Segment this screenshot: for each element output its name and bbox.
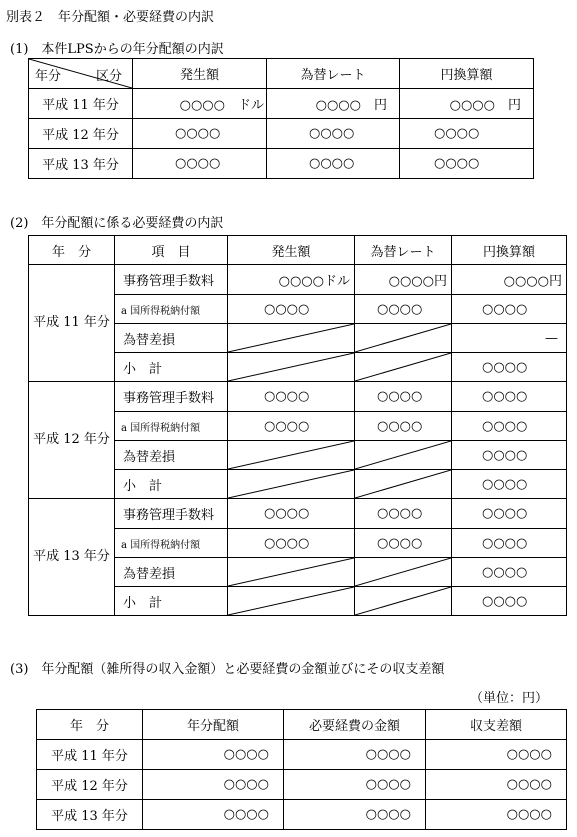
s1-cell: ○○○○ [400, 149, 534, 179]
s3-row-year: 平成 13 年分 [37, 800, 143, 830]
s2-cell: — [452, 324, 567, 353]
s2-item: a 国所得税納付額 [115, 412, 228, 441]
s3-cell: ○○○○ [143, 800, 284, 830]
s2-item: 為替差損 [115, 324, 228, 353]
s2-cell: ○○○○ [228, 499, 355, 529]
s2-item: 事務管理手数料 [115, 382, 228, 412]
s2-group-year: 平成 12 年分 [29, 382, 115, 499]
s2-empty-cell [355, 324, 452, 353]
s1-cell: ○○○○ [267, 149, 400, 179]
diagonal-line [228, 353, 354, 381]
s1-col-rate: 為替レート [267, 59, 400, 89]
section-1-heading: (1) 本件LPSからの年分配額の内訳 [10, 42, 224, 57]
diagonal-line [228, 558, 354, 586]
s2-col-item: 項 目 [115, 236, 228, 265]
s2-cell: ○○○○ [355, 499, 452, 529]
s3-cell: ○○○○ [143, 740, 284, 770]
diagonal-line [228, 470, 354, 498]
s2-cell: ○○○○ [355, 382, 452, 412]
s1-cell: ○○○○ 円 [267, 89, 400, 119]
s2-cell: ○○○○ [452, 353, 567, 382]
s2-empty-cell [355, 558, 452, 587]
s2-item: a 国所得税納付額 [115, 529, 228, 558]
s1-hdr-kubun: 区分 [95, 69, 122, 84]
s2-cell: ○○○○ [452, 558, 567, 587]
s2-cell: ○○○○ [355, 295, 452, 324]
s1-hdr-year: 年分 [35, 69, 62, 84]
s2-cell: ○○○○ [452, 295, 567, 324]
s2-cell: ○○○○ [452, 499, 567, 529]
s1-cell: ○○○○ [133, 119, 267, 149]
s2-cell: ○○○○ [452, 412, 567, 441]
s3-row-year: 平成 12 年分 [37, 770, 143, 800]
s3-cell: ○○○○ [426, 770, 567, 800]
s3-cell: ○○○○ [426, 800, 567, 830]
s2-cell: ○○○○ [228, 529, 355, 558]
s2-item: 小 計 [115, 353, 228, 382]
s3-col-bunpai: 年分配額 [143, 710, 284, 740]
s2-empty-cell [228, 470, 355, 499]
s2-table [28, 235, 567, 616]
diagonal-line [228, 587, 354, 615]
s1-header-diag-cell [29, 59, 133, 89]
section-2-heading: (2) 年分配額に係る必要経費の内訳 [10, 216, 224, 231]
document-title: 別表２ 年分配額・必要経費の内訳 [6, 10, 215, 25]
s3-col-sagaku: 収支差額 [426, 710, 567, 740]
s2-cell: ○○○○ [452, 587, 567, 616]
s2-empty-cell [355, 441, 452, 470]
s2-item: 為替差損 [115, 441, 228, 470]
s2-item: a 国所得税納付額 [115, 295, 228, 324]
s2-item: 小 計 [115, 470, 228, 499]
s2-group-year: 平成 13 年分 [29, 499, 115, 616]
diagonal-line [228, 324, 354, 352]
s2-item: 小 計 [115, 587, 228, 616]
unit-label: （単位：円） [470, 691, 549, 706]
s2-cell: ○○○○ [452, 441, 567, 470]
s2-cell: ○○○○円 [355, 265, 452, 295]
s1-col-hassei: 発生額 [133, 59, 267, 89]
diagonal-line [355, 353, 451, 381]
s2-empty-cell [228, 558, 355, 587]
s1-cell: ○○○○ 円 [400, 89, 534, 119]
s3-cell: ○○○○ [284, 740, 426, 770]
s3-cell: ○○○○ [284, 770, 426, 800]
s2-cell: ○○○○ドル [228, 265, 355, 295]
s2-cell: ○○○○ [355, 412, 452, 441]
diagonal-line [355, 324, 451, 352]
s3-col-keihi: 必要経費の金額 [284, 710, 426, 740]
s2-empty-cell [228, 324, 355, 353]
s2-cell: ○○○○ [355, 529, 452, 558]
s1-cell: ○○○○ [133, 149, 267, 179]
s2-empty-cell [355, 470, 452, 499]
s2-cell: ○○○○ [452, 470, 567, 499]
s1-cell: ○○○○ [400, 119, 534, 149]
s2-col-rate: 為替レート [355, 236, 452, 265]
s3-row-year: 平成 11 年分 [37, 740, 143, 770]
s3-cell: ○○○○ [426, 740, 567, 770]
s2-col-yen: 円換算額 [452, 236, 567, 265]
s2-cell: ○○○○ [452, 529, 567, 558]
s1-table [28, 58, 534, 179]
s2-empty-cell [228, 353, 355, 382]
diagonal-line [355, 558, 451, 586]
s3-table [36, 709, 567, 830]
diagonal-line [228, 441, 354, 469]
diagonal-line [355, 587, 451, 615]
s2-group-year: 平成 11 年分 [29, 265, 115, 382]
diagonal-line [355, 470, 451, 498]
s2-col-year: 年 分 [29, 236, 115, 265]
s2-cell: ○○○○ [228, 382, 355, 412]
s2-empty-cell [228, 587, 355, 616]
section-3-heading: (3) 年分配額（雑所得の収入金額）と必要経費の金額並びにその収支差額 [10, 662, 445, 677]
s1-row-year: 平成 13 年分 [29, 149, 133, 179]
diagonal-line [355, 441, 451, 469]
s3-cell: ○○○○ [143, 770, 284, 800]
s2-empty-cell [355, 353, 452, 382]
s2-col-hassei: 発生額 [228, 236, 355, 265]
s2-empty-cell [355, 587, 452, 616]
s1-row-year: 平成 12 年分 [29, 119, 133, 149]
s2-cell: ○○○○円 [452, 265, 567, 295]
s2-empty-cell [228, 441, 355, 470]
s1-cell: ○○○○ ドル [133, 89, 267, 119]
s2-cell: ○○○○ [228, 412, 355, 441]
s3-cell: ○○○○ [284, 800, 426, 830]
s2-cell: ○○○○ [452, 382, 567, 412]
s1-col-yen: 円換算額 [400, 59, 534, 89]
s2-cell: ○○○○ [228, 295, 355, 324]
s1-cell: ○○○○ [267, 119, 400, 149]
s2-item: 事務管理手数料 [115, 265, 228, 295]
s1-row-year: 平成 11 年分 [29, 89, 133, 119]
s2-item: 為替差損 [115, 558, 228, 587]
s2-item: 事務管理手数料 [115, 499, 228, 529]
s3-col-year: 年 分 [37, 710, 143, 740]
